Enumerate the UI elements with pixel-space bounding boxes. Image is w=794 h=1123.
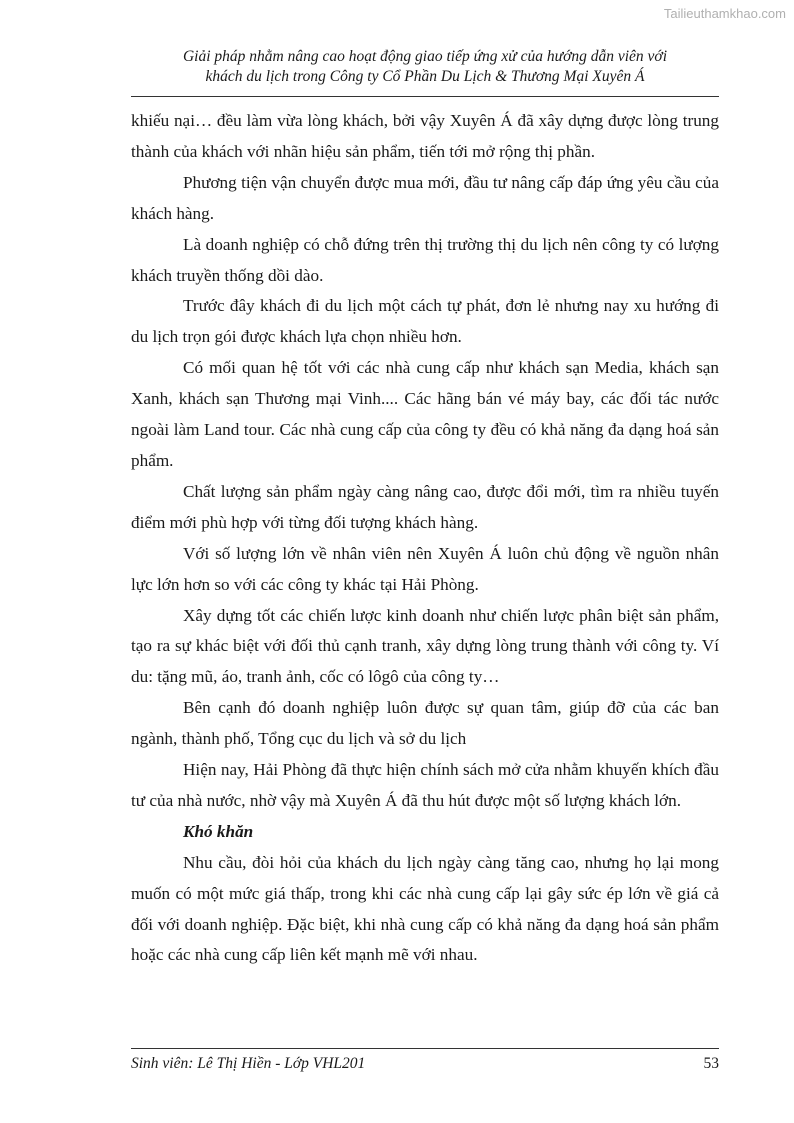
- page-number: 53: [703, 1055, 719, 1072]
- paragraph-11: Nhu cầu, đòi hỏi của khách du lịch ngày càng tăng cao, nhưng họ lại mong muốn có một mức giá thấp, trong khi các nhà cung cấp lại gây sức ép lớn về giá cả đối với doanh nghiệp. Đặc biệt, khi nhà cung cấp có khả năng đa dạng hoá sản phẩm hoặc các nhà cung cấp liên kết mạnh mẽ với nhau.: [131, 852, 719, 965]
- section-heading-difficulties: Khó khăn: [183, 821, 254, 841]
- paragraph-2: Phương tiện vận chuyển được mua mới, đầu tư nâng cấp đáp ứng yêu cầu của khách hàng.: [131, 172, 719, 223]
- paragraph-7: Với số lượng lớn về nhân viên nên Xuyên Á luôn chủ động về nguồn nhân lực lớn hơn so với các công ty khác tại Hải Phòng.: [131, 543, 719, 594]
- paragraph-4: Trước đây khách đi du lịch một cách tự phát, đơn lẻ nhưng nay xu hướng đi du lịch trọn gói được khách lựa chọn nhiều hơn.: [131, 296, 719, 347]
- header-divider: [131, 96, 719, 97]
- paragraph-8: Xây dựng tốt các chiến lược kinh doanh như chiến lược phân biệt sản phẩm, tạo ra sự khác biệt với đối thủ cạnh tranh, xây dựng lòng trung thành với công ty. Ví du: tặng mũ, áo, tranh ảnh, cốc có lôgô của công ty…: [131, 605, 719, 687]
- paragraph-5: Có mối quan hệ tốt với các nhà cung cấp như khách sạn Media, khách sạn Xanh, khách sạn Thương mại Vinh.... Các hãng bán vé máy bay, các đối tác nước ngoài làm Land tour. Các nhà cung cấp của công ty đều có khả năng đa dạng hoá sản phẩm.: [131, 358, 719, 470]
- paragraph-6: Chất lượng sản phẩm ngày càng nâng cao, được đổi mới, tìm ra nhiều tuyến điểm mới phù hợp với từng đối tượng khách hàng.: [131, 481, 719, 532]
- header-line-1: Giải pháp nhằm nâng cao hoạt động giao tiếp ứng xử của hướng dẫn viên với: [182, 48, 668, 65]
- footer-student: Sinh viên: Lê Thị Hiền - Lớp VHL201: [131, 1055, 366, 1072]
- watermark-text: Tailieuthamkhao.com: [663, 6, 786, 21]
- page-header: [131, 47, 719, 87]
- paragraph-9: Bên cạnh đó doanh nghiệp luôn được sự quan tâm, giúp đỡ của các ban ngành, thành phố, Tổng cục du lịch và sở du lịch: [131, 698, 719, 749]
- header-line-2: khách du lịch trong Công ty Cổ Phần Du Lịch & Thương Mại Xuyên Á: [205, 68, 645, 85]
- footer-divider: [131, 1048, 719, 1049]
- document-body: [131, 106, 719, 971]
- paragraph-3: Là doanh nghiệp có chỗ đứng trên thị trường thị du lịch nên công ty có lượng khách truyền thống dồi dào.: [131, 234, 719, 285]
- paragraph-10: Hiện nay, Hải Phòng đã thực hiện chính sách mở cửa nhằm khuyến khích đầu tư của nhà nước, nhờ vậy mà Xuyên Á đã thu hút được một số lượng khách lớn.: [131, 760, 719, 810]
- paragraph-1: khiếu nại… đều làm vừa lòng khách, bởi vậy Xuyên Á đã xây dựng được lòng trung thành của khách với nhãn hiệu sản phẩm, tiến tới mở rộng thị phần.: [131, 111, 719, 161]
